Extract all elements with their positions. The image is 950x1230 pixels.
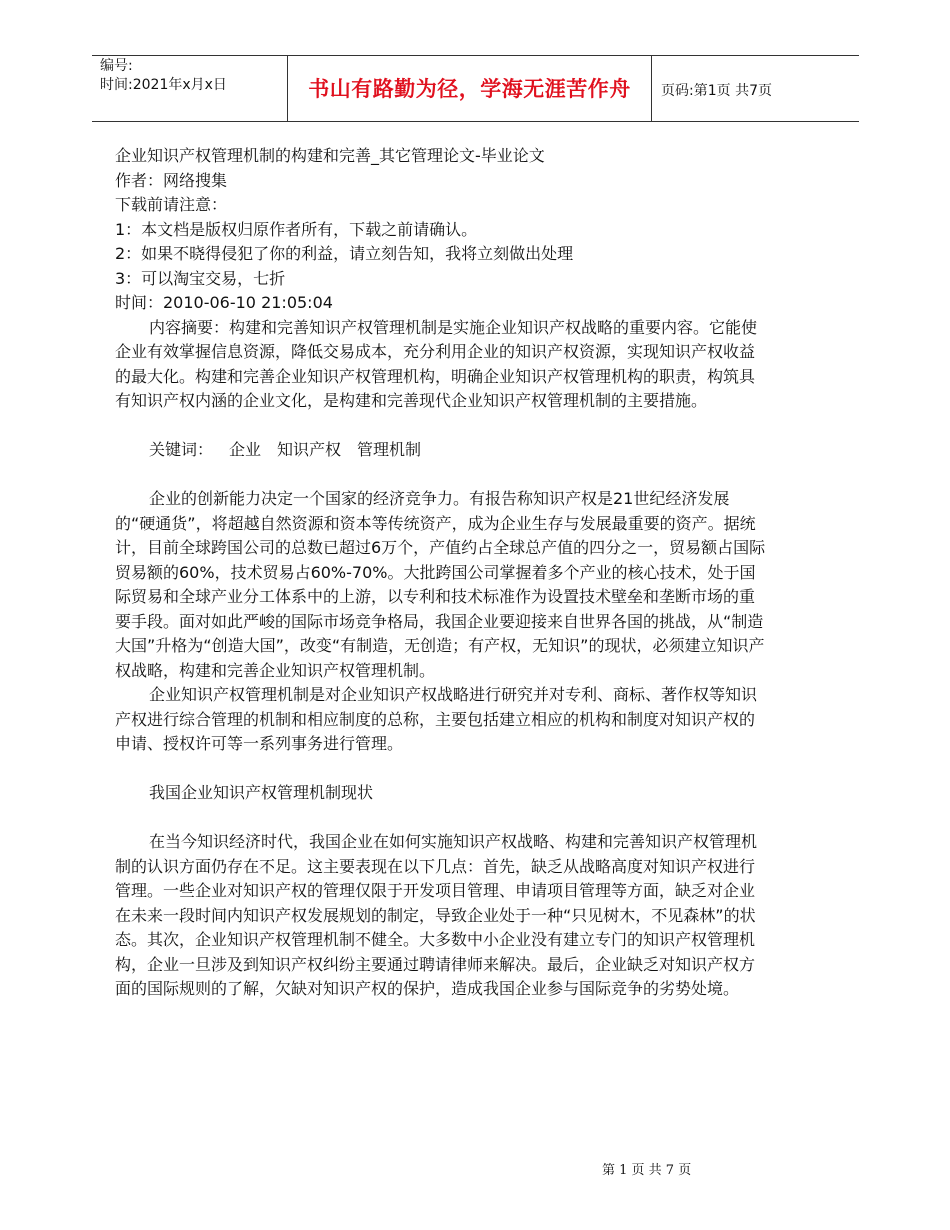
- body-paragraph: 企业的创新能力决定一个国家的经济竞争力。有报告称知识产权是21世纪经济发展的“硬通货”，将超越自然资源和资本等传统资产，成为企业生存与发展最重要的资产。据统计，目前全球跨国公司的总数已超过6万个，产值约占全球总产值的四分之一，贸易额占国际贸易额的60%，技术贸易占60%-70%。大批跨国公司掌握着多个产业的核心技术，处于国际贸易和全球产业分工体系中的上游，以专利和技术标准作为设置技术壁垒和垄断市场的重要手段。面对如此严峻的国际市场竞争格局，我国企业要迎接来自世界各国的挑战，从“制造大国”升格为“创造大国”，改变“有制造，无创造；有产权，无知识”的现状，必须建立知识产权战略，构建和完善企业知识产权管理机制。: [115, 489, 766, 680]
- keyword: 知识产权: [277, 440, 342, 459]
- keyword: 企业: [229, 440, 262, 459]
- notice-item: 3：可以淘宝交易，七折: [115, 268, 286, 288]
- motto-box: [287, 55, 652, 121]
- number-label: 编号:: [100, 58, 133, 74]
- keywords-label: 关键词：: [149, 440, 214, 459]
- section-heading: 我国企业知识产权管理机制现状: [149, 783, 374, 802]
- document-body: [115, 144, 767, 1002]
- time-label: 时间:2021年x月x日: [100, 77, 227, 93]
- notice-item: 2：如果不晓得侵犯了你的利益，请立刻告知，我将立刻做出处理: [115, 244, 574, 263]
- notice-item: 1：本文档是版权归原作者所有，下载之前请确认。: [115, 219, 478, 239]
- doc-title: 企业知识产权管理机制的构建和完善_其它管理论文-毕业论文: [115, 146, 545, 165]
- keywords-line: [115, 438, 767, 463]
- doc-author: 作者：网络搜集: [115, 170, 228, 190]
- abstract-paragraph: 内容摘要：构建和完善知识产权管理机制是实施企业知识产权战略的重要内容。它能使企业有效掌握信息资源，降低交易成本，充分利用企业的知识产权资源，实现知识产权收益的最大化。构建和完善企业知识产权管理机构，明确企业知识产权管理机构的职责，构筑具有知识产权内涵的企业文化，是构建和完善现代企业知识产权管理机制的主要措施。: [115, 317, 758, 410]
- motto: 书山有路勤为径，学海无涯苦作舟: [308, 77, 631, 101]
- header-bottom-rule: [92, 121, 859, 122]
- body-paragraph: 在当今知识经济时代，我国企业在如何实施知识产权战略、构建和完善知识产权管理机制的认识方面仍存在不足。这主要表现在以下几点：首先，缺乏从战略高度对知识产权进行管理。一些企业对知识产权的管理仅限于开发项目管理、申请项目管理等方面，缺乏对企业在未来一段时间内知识产权发展规划的制定，导致企业处于一种“只见树木，不见森林”的状态。其次，企业知识产权管理机制不健全。大多数中小企业没有建立专门的知识产权管理机构，企业一旦涉及到知识产权纠纷主要通过聘请律师来解决。最后，企业缺乏对知识产权方面的国际规则的了解，欠缺对知识产权的保护，造成我国企业参与国际竞争的劣势处境。: [115, 832, 758, 998]
- page-footer: 第 1 页 共 7 页: [602, 1163, 692, 1178]
- header-meta: [100, 57, 227, 95]
- doc-time: 时间：2010-06-10 21:05:04: [115, 293, 333, 312]
- keyword: 管理机制: [357, 440, 422, 459]
- body-paragraph: 企业知识产权管理机制是对企业知识产权战略进行研究并对专利、商标、著作权等知识产权进行综合管理的机制和相应制度的总称，主要包括建立相应的机构和制度对知识产权的申请、授权许可等一系列事务进行管理。: [115, 685, 758, 753]
- notice-heading: 下载前请注意：: [115, 195, 228, 214]
- header-page-info: 页码:第1页 共7页: [661, 83, 772, 99]
